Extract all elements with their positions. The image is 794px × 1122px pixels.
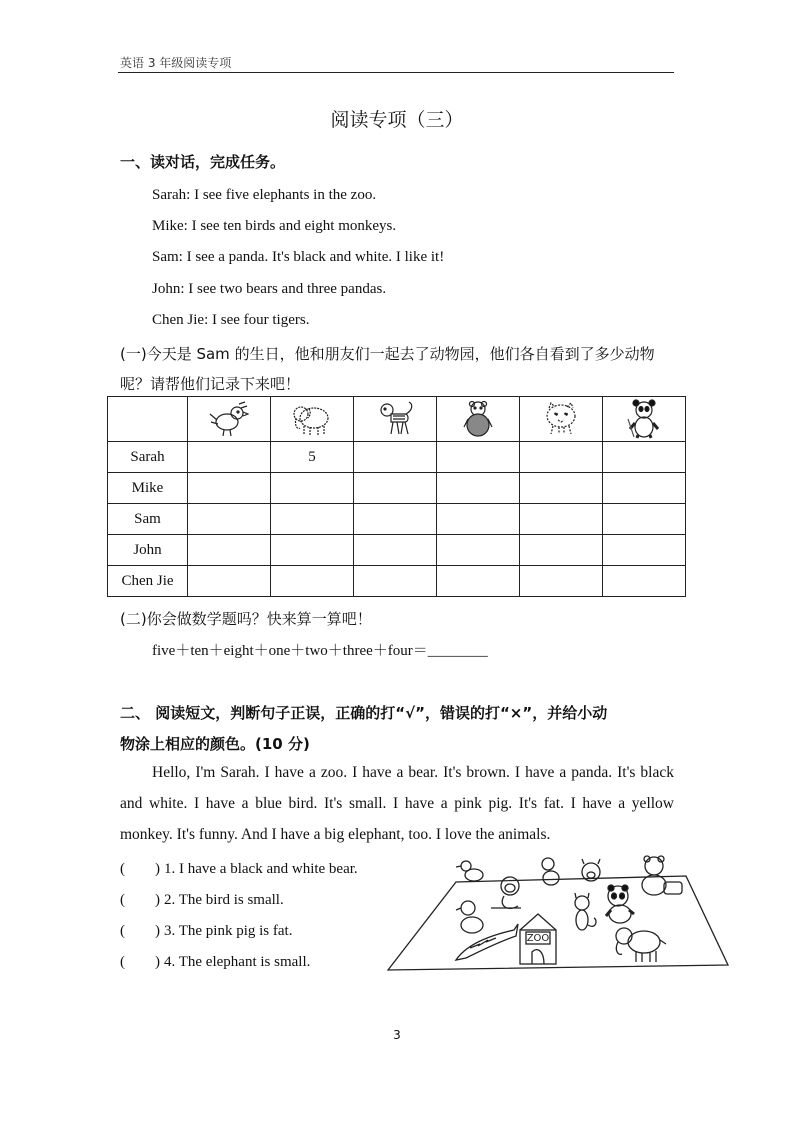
question-text: 2. The bird is small. [164, 892, 284, 908]
answer-cell[interactable] [437, 473, 520, 504]
task-1-instruction: (一)今天是 Sam 的生日，他和朋友们一起去了动物园，他们各自看到了多少动物 [120, 345, 655, 363]
answer-cell[interactable] [271, 566, 354, 597]
row-name-cell: Sarah [108, 442, 188, 473]
panda-icon [603, 397, 686, 442]
answer-cell[interactable] [188, 473, 271, 504]
question-item [120, 888, 284, 909]
page-title: 阅读专项（三） [330, 109, 464, 131]
answer-blank[interactable]: ( ) [120, 954, 160, 970]
row-name-cell: Mike [108, 473, 188, 504]
math-problem: five＋ten＋eight＋one＋two＋three＋four＝________ [152, 643, 488, 659]
answer-cell[interactable] [603, 566, 686, 597]
elephant-icon [616, 928, 666, 962]
answer-blank[interactable]: ( ) [120, 923, 160, 939]
animal-count-table [107, 396, 686, 597]
zoo-illustration [386, 850, 731, 975]
question-item [120, 857, 358, 878]
answer-cell[interactable] [520, 473, 603, 504]
answer-blank[interactable]: ( ) [120, 861, 160, 877]
bear-icon [437, 397, 520, 442]
table-row [108, 566, 686, 597]
answer-cell[interactable] [188, 504, 271, 535]
section-1-heading: 一、读对话，完成任务。 [120, 153, 286, 171]
panda-icon [606, 885, 634, 923]
answer-cell[interactable] [188, 442, 271, 473]
answer-cell[interactable] [603, 442, 686, 473]
answer-cell[interactable] [354, 504, 437, 535]
answer-cell[interactable] [437, 566, 520, 597]
dialogue-line: Sarah: I see five elephants in the zoo. [152, 187, 377, 203]
answer-cell[interactable] [603, 473, 686, 504]
question-text: 3. The pink pig is fat. [164, 923, 293, 939]
chick-icon [542, 858, 559, 885]
task-1-instruction-cont: 呢？请帮他们记录下来吧！ [120, 375, 301, 393]
pig-icon [582, 859, 600, 881]
answer-cell[interactable] [437, 504, 520, 535]
table-row [108, 442, 686, 473]
question-item [120, 950, 310, 971]
elephant-icon [271, 397, 354, 442]
answer-cell[interactable] [354, 535, 437, 566]
task-2-instruction: (二)你会做数学题吗？快来算一算吧！ [120, 610, 372, 628]
dialogue-line: Chen Jie: I see four tigers. [152, 312, 310, 328]
answer-blank[interactable]: ( ) [120, 892, 160, 908]
answer-cell[interactable] [188, 566, 271, 597]
dialogue-line: Sam: I see a panda. It's black and white. I like it! [152, 249, 445, 265]
cat-icon [575, 893, 596, 930]
answer-cell[interactable]: 5 [271, 442, 354, 473]
reading-passage: Hello, I'm Sarah. I have a zoo. I have a bear. It's brown. I have a panda. It's black and white. I have a blue bird. It's small. I have a pink pig. It's fat. I have a yellow monkey. It's funny. And I have a big elephant, too. I love the animals. [120, 764, 674, 843]
answer-cell[interactable] [188, 535, 271, 566]
section-2-heading-cont: 物涂上相应的颜色。(10 分) [120, 735, 310, 753]
table-row [108, 473, 686, 504]
dialogue-line: Mike: I see ten birds and eight monkeys. [152, 218, 397, 234]
monkey-icon [491, 877, 521, 908]
answer-cell[interactable] [437, 442, 520, 473]
header-rule [118, 72, 674, 73]
zoo-mat-outline [388, 876, 728, 970]
bear-icon [642, 856, 682, 895]
section-2-heading: 二、 阅读短文，判断句子正误，正确的打“√”，错误的打“×”，并给小动 [120, 704, 608, 722]
row-name-cell: John [108, 535, 188, 566]
answer-cell[interactable] [520, 535, 603, 566]
answer-cell[interactable] [520, 504, 603, 535]
row-name-cell: Chen Jie [108, 566, 188, 597]
answer-cell[interactable] [271, 504, 354, 535]
table-header-row [108, 397, 686, 442]
answer-cell[interactable] [354, 566, 437, 597]
monkey-icon [354, 397, 437, 442]
question-text: 4. The elephant is small. [164, 954, 311, 970]
tiger-icon [520, 397, 603, 442]
answer-cell[interactable] [271, 535, 354, 566]
row-name-cell: Sam [108, 504, 188, 535]
page-header: 英语 3 年级阅读专项 [120, 56, 232, 70]
answer-cell[interactable] [354, 473, 437, 504]
answer-cell[interactable] [603, 535, 686, 566]
zoo-sign: ZOO [526, 933, 550, 944]
answer-cell[interactable] [271, 473, 354, 504]
answer-cell[interactable] [520, 566, 603, 597]
question-item [120, 919, 292, 940]
duck-icon [456, 901, 483, 933]
table-row [108, 535, 686, 566]
page-number: 3 [393, 1028, 401, 1042]
table-row [108, 504, 686, 535]
dialogue-line: John: I see two bears and three pandas. [152, 281, 387, 297]
fish-icon [456, 924, 518, 960]
answer-cell[interactable] [603, 504, 686, 535]
table-corner-cell [108, 397, 188, 442]
answer-cell[interactable] [520, 442, 603, 473]
answer-cell[interactable] [354, 442, 437, 473]
bird-icon [188, 397, 271, 442]
question-text: 1. I have a black and white bear. [164, 861, 358, 877]
bird-icon [456, 861, 483, 881]
answer-cell[interactable] [437, 535, 520, 566]
